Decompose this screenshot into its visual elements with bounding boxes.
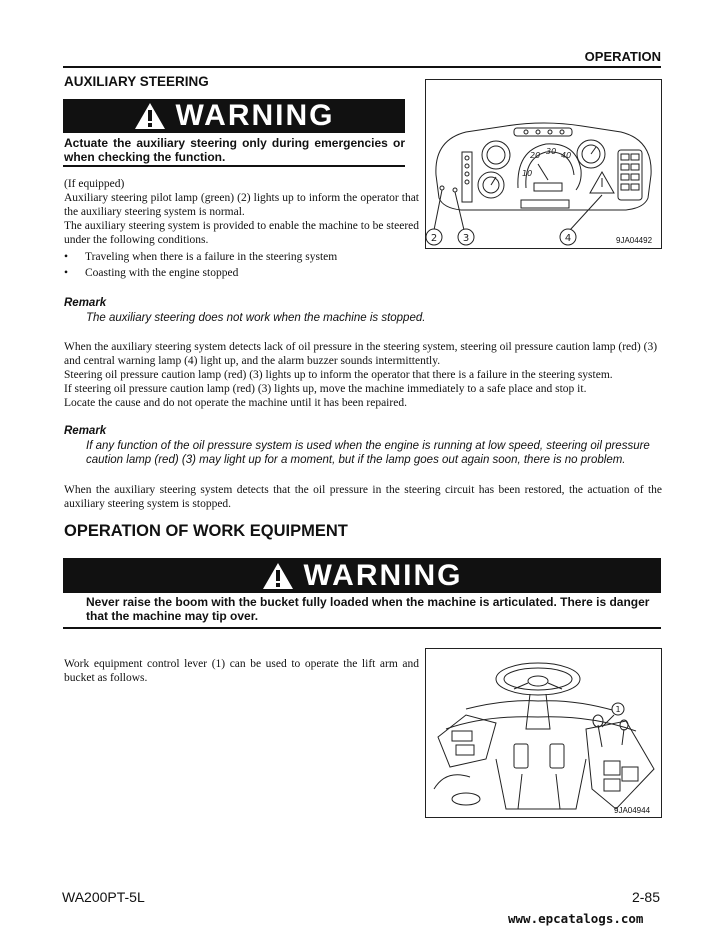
page-number: 2-85 [631,889,660,905]
aux-steering-title: AUXILIARY STEERING [64,74,209,89]
instrument-panel-figure [425,79,662,249]
paragraph: Steering oil pressure caution lamp (red) (3) lights up to inform the operator that there is a failure in the steering system. [64,369,613,381]
warning-banner-aux [63,99,405,133]
bullet-list [64,250,419,282]
paragraph: When the auxiliary steering system detects that the oil pressure in the steering circuit has been restored, the actuation of the auxiliary steering system is stopped. [64,484,662,510]
gauge-label: 20 [530,151,541,160]
warning-banner-work [63,558,661,593]
gauge-label: 30 [546,147,557,156]
list-item-text: Coasting with the engine stopped [85,267,239,279]
footer-model: WA200PT-5L [62,889,145,905]
callout-label: 3 [462,233,470,244]
warning-label: WARNING [175,99,335,132]
aux-body [64,340,662,410]
warning-triangle-icon [134,102,166,130]
instrument-panel-drawing [426,80,661,248]
cab-interior-drawing [426,649,661,817]
paragraph: Auxiliary steering pilot lamp (green) (2) lights up to inform the operator that the auxiliary steering system is normal. [64,192,419,218]
remark-text: If any function of the oil pressure system is used when the engine is running at low speed, steering oil pressure caution lamp (red) (3) may light up for a moment, but if the lamp goes out again soon, there is no problem. [86,440,650,466]
paragraph: Locate the cause and do not operate the machine until it has been repaired. [64,397,407,409]
remark-title: Remark [64,297,107,309]
header-divider [63,66,661,68]
list-item: • Coasting with the engine stopped [64,266,419,282]
warning-text-work: Never raise the boom with the bucket fully loaded when the machine is articulated. There is danger that the machine may tip over. [86,595,650,623]
gauge-label: 10 [522,169,533,178]
paragraph: The auxiliary steering system is provided to enable the machine to be steered under the following conditions. [64,220,419,246]
list-item: • Traveling when there is a failure in the steering system [64,250,419,266]
warning-label: WARNING [303,558,463,592]
callout-label: 1 [615,705,621,714]
cab-interior-figure [425,648,662,818]
gauge-label: 40 [561,151,572,160]
work-equipment-title: OPERATION OF WORK EQUIPMENT [64,522,348,540]
section-header: OPERATION [584,49,661,64]
warning-divider [63,627,661,629]
callout-label: 4 [564,233,572,244]
list-item-text: Traveling when there is a failure in the steering system [85,251,338,263]
figure-code: 9JA04944 [614,806,651,815]
paragraph: Work equipment control lever (1) can be used to operate the lift arm and bucket as follows. [64,658,419,684]
aux-intro [64,177,419,247]
remark-title: Remark [64,425,107,437]
warning-text-aux: Actuate the auxiliary steering only during emergencies or when checking the function. [64,136,405,164]
paragraph: If steering oil pressure caution lamp (red) (3) lights up, move the machine immediately to a safe place and stop it. [64,383,587,395]
remark-text: The auxiliary steering does not work when the machine is stopped. [86,312,426,324]
warning-triangle-icon [262,562,294,590]
figure-code: 9JA04492 [616,236,653,245]
warning-divider [63,165,405,167]
paragraph: When the auxiliary steering system detects lack of oil pressure in the steering system, steering oil pressure caution lamp (red) (3) and central warning lamp (4) light up, and the alarm buzzer sounds intermittently. [64,341,658,367]
paragraph: (If equipped) [64,178,125,190]
footer-url: www.epcatalogs.com [508,911,644,926]
callout-label: 2 [430,233,438,244]
